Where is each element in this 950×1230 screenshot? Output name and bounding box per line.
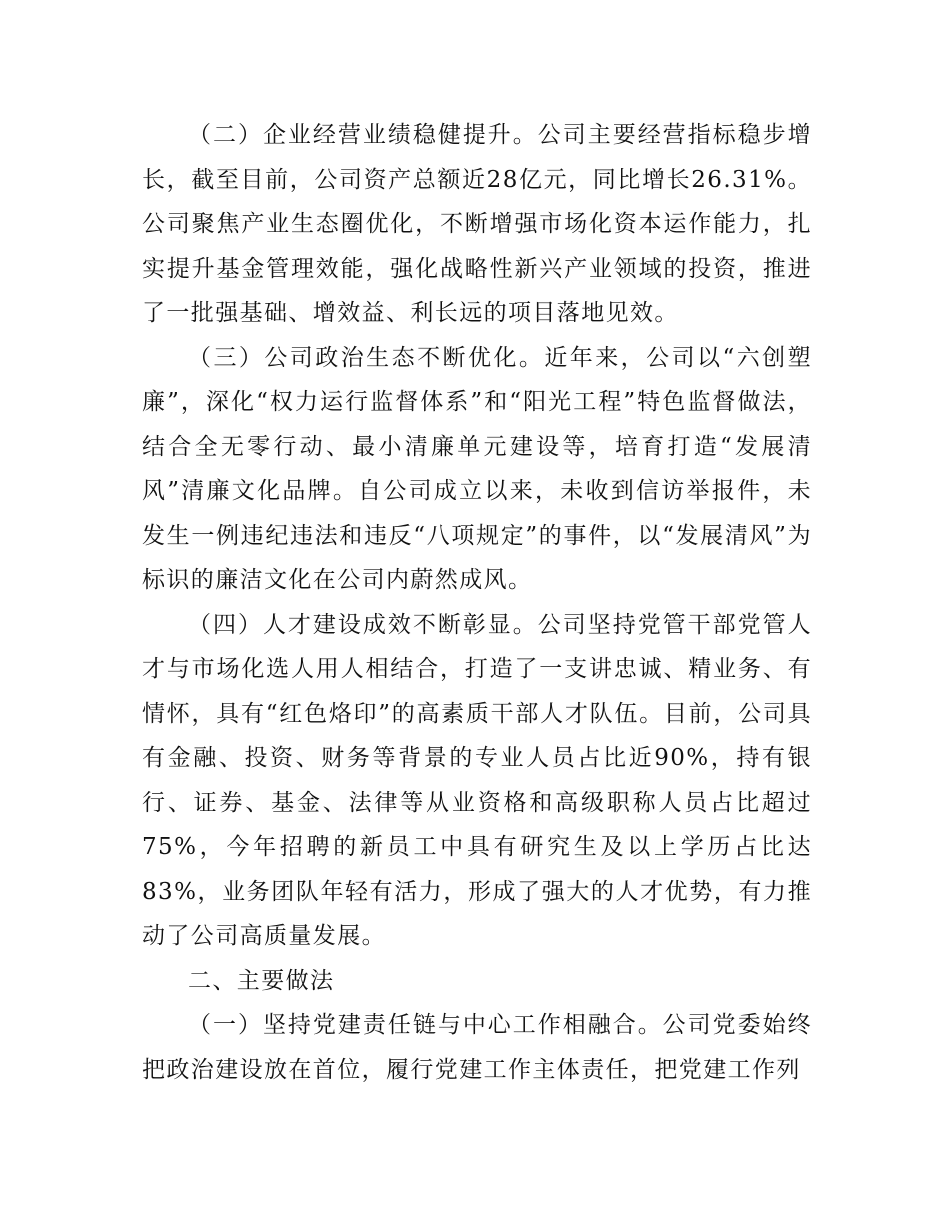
section-heading: 二、主要做法 [188, 967, 335, 994]
paragraph-business-performance: （二）企业经营业绩稳健提升。公司主要经营指标稳步增长，截至目前，公司资产总额近28亿元，同比增长26.31%。公司聚焦产业生态圈优化，不断增强市场化资本运作能力，扎实提升基金管理效能，强化战略性新兴产业领域的投资，推进了一批强基础、增效益、利长远的项目落地见效。 [142, 122, 812, 326]
paragraph-political-ecology: （三）公司政治生态不断优化。近年来，公司以“六创塑廉”，深化“权力运行监督体系”和“阳光工程”特色监督做法，结合全无零行动、最小清廉单元建设等，培育打造“发展清风”清廉文化品牌。自公司成立以来，未收到信访举报件，未发生一例违纪违法和违反“八项规定”的事件，以“发展清风”为标识的廉洁文化在公司内蔚然成风。 [142, 344, 812, 593]
paragraph-talent-building: （四）人才建设成效不断彰显。公司坚持党管干部党管人才与市场化选人用人相结合，打造了一支讲忠诚、精业务、有情怀，具有“红色烙印”的高素质干部人才队伍。目前，公司具有金融、投资、财务等背景的专业人员占比近90%，持有银行、证券、基金、法律等从业资格和高级职称人员占比超过75%，今年招聘的新员工中具有研究生及以上学历占比达83%，业务团队年轻有活力，形成了强大的人才优势，有力推动了公司高质量发展。 [142, 611, 812, 949]
paragraph-party-building: （一）坚持党建责任链与中心工作相融合。公司党委始终把政治建设放在首位，履行党建工作主体责任，把党建工作列 [142, 1012, 812, 1083]
document-body [142, 113, 812, 1092]
